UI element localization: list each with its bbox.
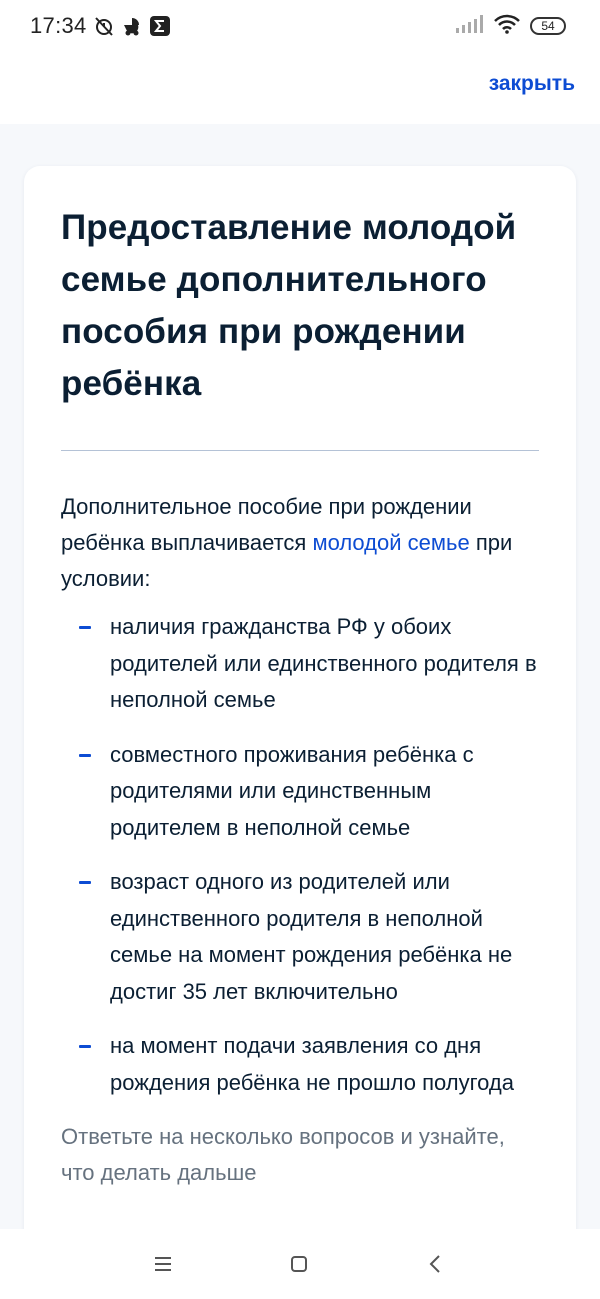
status-left: [30, 13, 171, 39]
condition-text: наличия гражданства РФ у обоих родителей или единственного родителя в неполной семье: [110, 614, 537, 712]
status-bar: [0, 0, 600, 52]
status-right: [456, 14, 566, 39]
young-family-link[interactable]: молодой семье: [312, 530, 470, 555]
dash-bullet-icon: [79, 1045, 91, 1048]
condition-text: возраст одного из родителей или единственного родителя в неполной семье на момент рождения ребёнка не достиг 35 лет включительно: [110, 869, 513, 1004]
menu-icon[interactable]: [150, 1251, 176, 1277]
intro-text: [61, 489, 539, 597]
condition-text: на момент подачи заявления со дня рождения ребёнка не прошло полугода: [110, 1033, 514, 1095]
sigma-icon: [149, 15, 171, 37]
wifi-icon: [494, 14, 520, 39]
intro-text-end: при условии:: [61, 530, 513, 591]
divider: [61, 450, 539, 451]
header: [0, 52, 600, 124]
stroller-icon: [121, 15, 143, 37]
dash-bullet-icon: [79, 754, 91, 757]
battery-icon: 54: [530, 17, 566, 35]
list-item: [61, 737, 539, 847]
close-button[interactable]: закрыть: [488, 72, 575, 95]
conditions-list: [61, 609, 539, 1101]
intro-text-start: Дополнительное пособие при рождении ребёнка выплачивается: [61, 494, 472, 555]
back-chevron-icon[interactable]: [422, 1251, 448, 1277]
list-item: [61, 864, 539, 1010]
system-nav-bar: [0, 1229, 600, 1299]
signal-icon: [456, 15, 484, 38]
condition-text: совместного проживания ребёнка с родителями или единственным родителем в неполной семье: [110, 741, 474, 840]
page-title: Предоставление молодой семье дополнительного пособия при рождении ребёнка: [61, 208, 517, 403]
dash-bullet-icon: [79, 626, 91, 629]
list-item: [61, 1028, 539, 1101]
info-card: [24, 166, 576, 1246]
hint-text: Ответьте на несколько вопросов и узнайте, что делать дальше: [61, 1124, 505, 1185]
home-square-icon[interactable]: [286, 1251, 312, 1277]
dash-bullet-icon: [79, 881, 91, 884]
list-item: [61, 609, 539, 719]
alarm-off-icon: [93, 15, 115, 37]
status-time: 17:34: [30, 13, 87, 38]
